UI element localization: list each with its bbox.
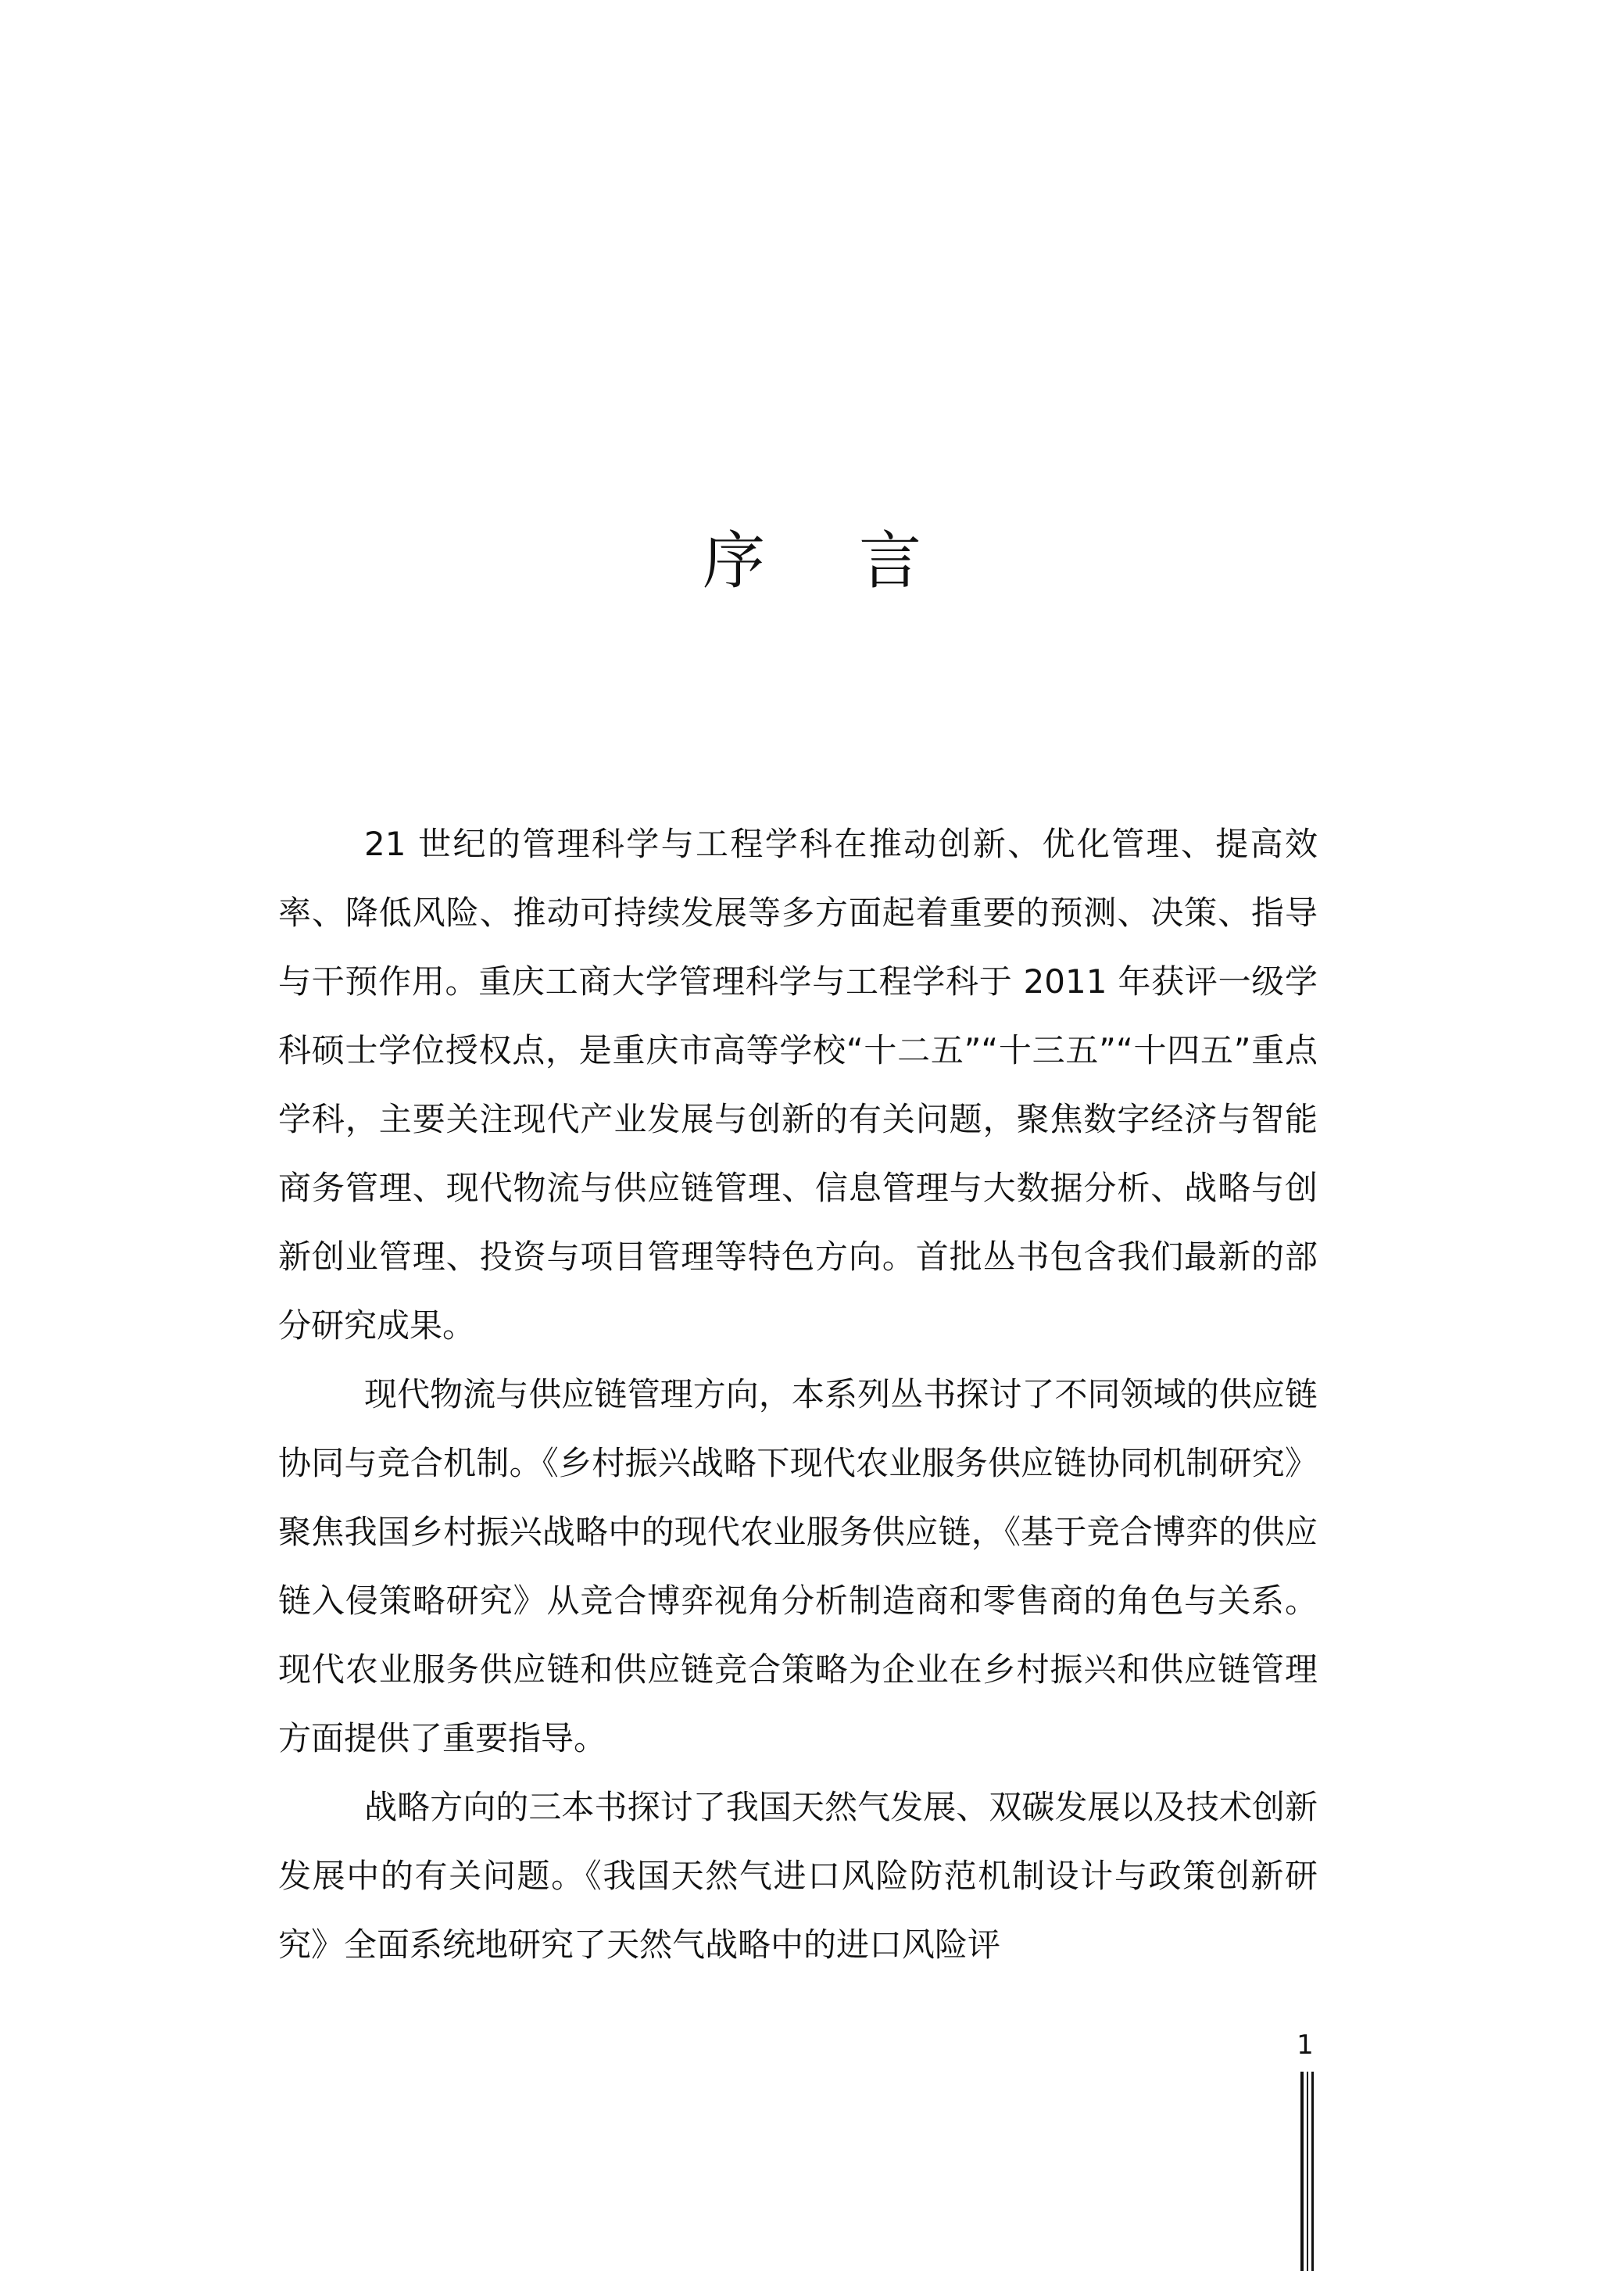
binding-line-1 [1300, 2072, 1304, 2271]
binding-line-3 [1311, 2072, 1314, 2271]
page-number: 1 [1297, 2029, 1314, 2061]
page-title: 序言 [703, 525, 1015, 597]
paragraph-2: 现代物流与供应链管理方向，本系列丛书探讨了不同领域的供应链协同与竞合机制。《乡村振兴战略下现代农业服务供应链协同机制研究》聚焦我国乡村振兴战略中的现代农业服务供应链，《基于竞合博弈的供应链入侵策略研究》从竞合博弈视角分析制造商和零售商的角色与关系。现代农业服务供应链和供应链竞合策略为企业在乡村振兴和供应链管理方面提供了重要指导。 [278, 1375, 1318, 1757]
paragraph-3: 战略方向的三本书探讨了我国天然气发展、双碳发展以及技术创新发展中的有关问题。《我国天然气进口风险防范机制设计与政策创新研究》全面系统地研究了天然气战略中的进口风险评 [278, 1788, 1318, 1964]
paragraph-1: 21 世纪的管理科学与工程学科在推动创新、优化管理、提高效率、降低风险、推动可持续发展等多方面起着重要的预测、决策、指导与干预作用。重庆工商大学管理科学与工程学科于 2011 年获评一级学科硕士学位授权点，是重庆市高等学校“十二五”“十三五”“十四五”重点学科，主要关注现代产业发展与创新的有关问题，聚焦数字经济与智能商务管理、现代物流与供应链管理、信息管理与大数据分析、战略与创新创业管理、投资与项目管理等特色方向。首批丛书包含我们最新的部分研究成果。 [278, 825, 1318, 1345]
binding-line-2 [1307, 2072, 1308, 2271]
body-text [278, 810, 1318, 1979]
